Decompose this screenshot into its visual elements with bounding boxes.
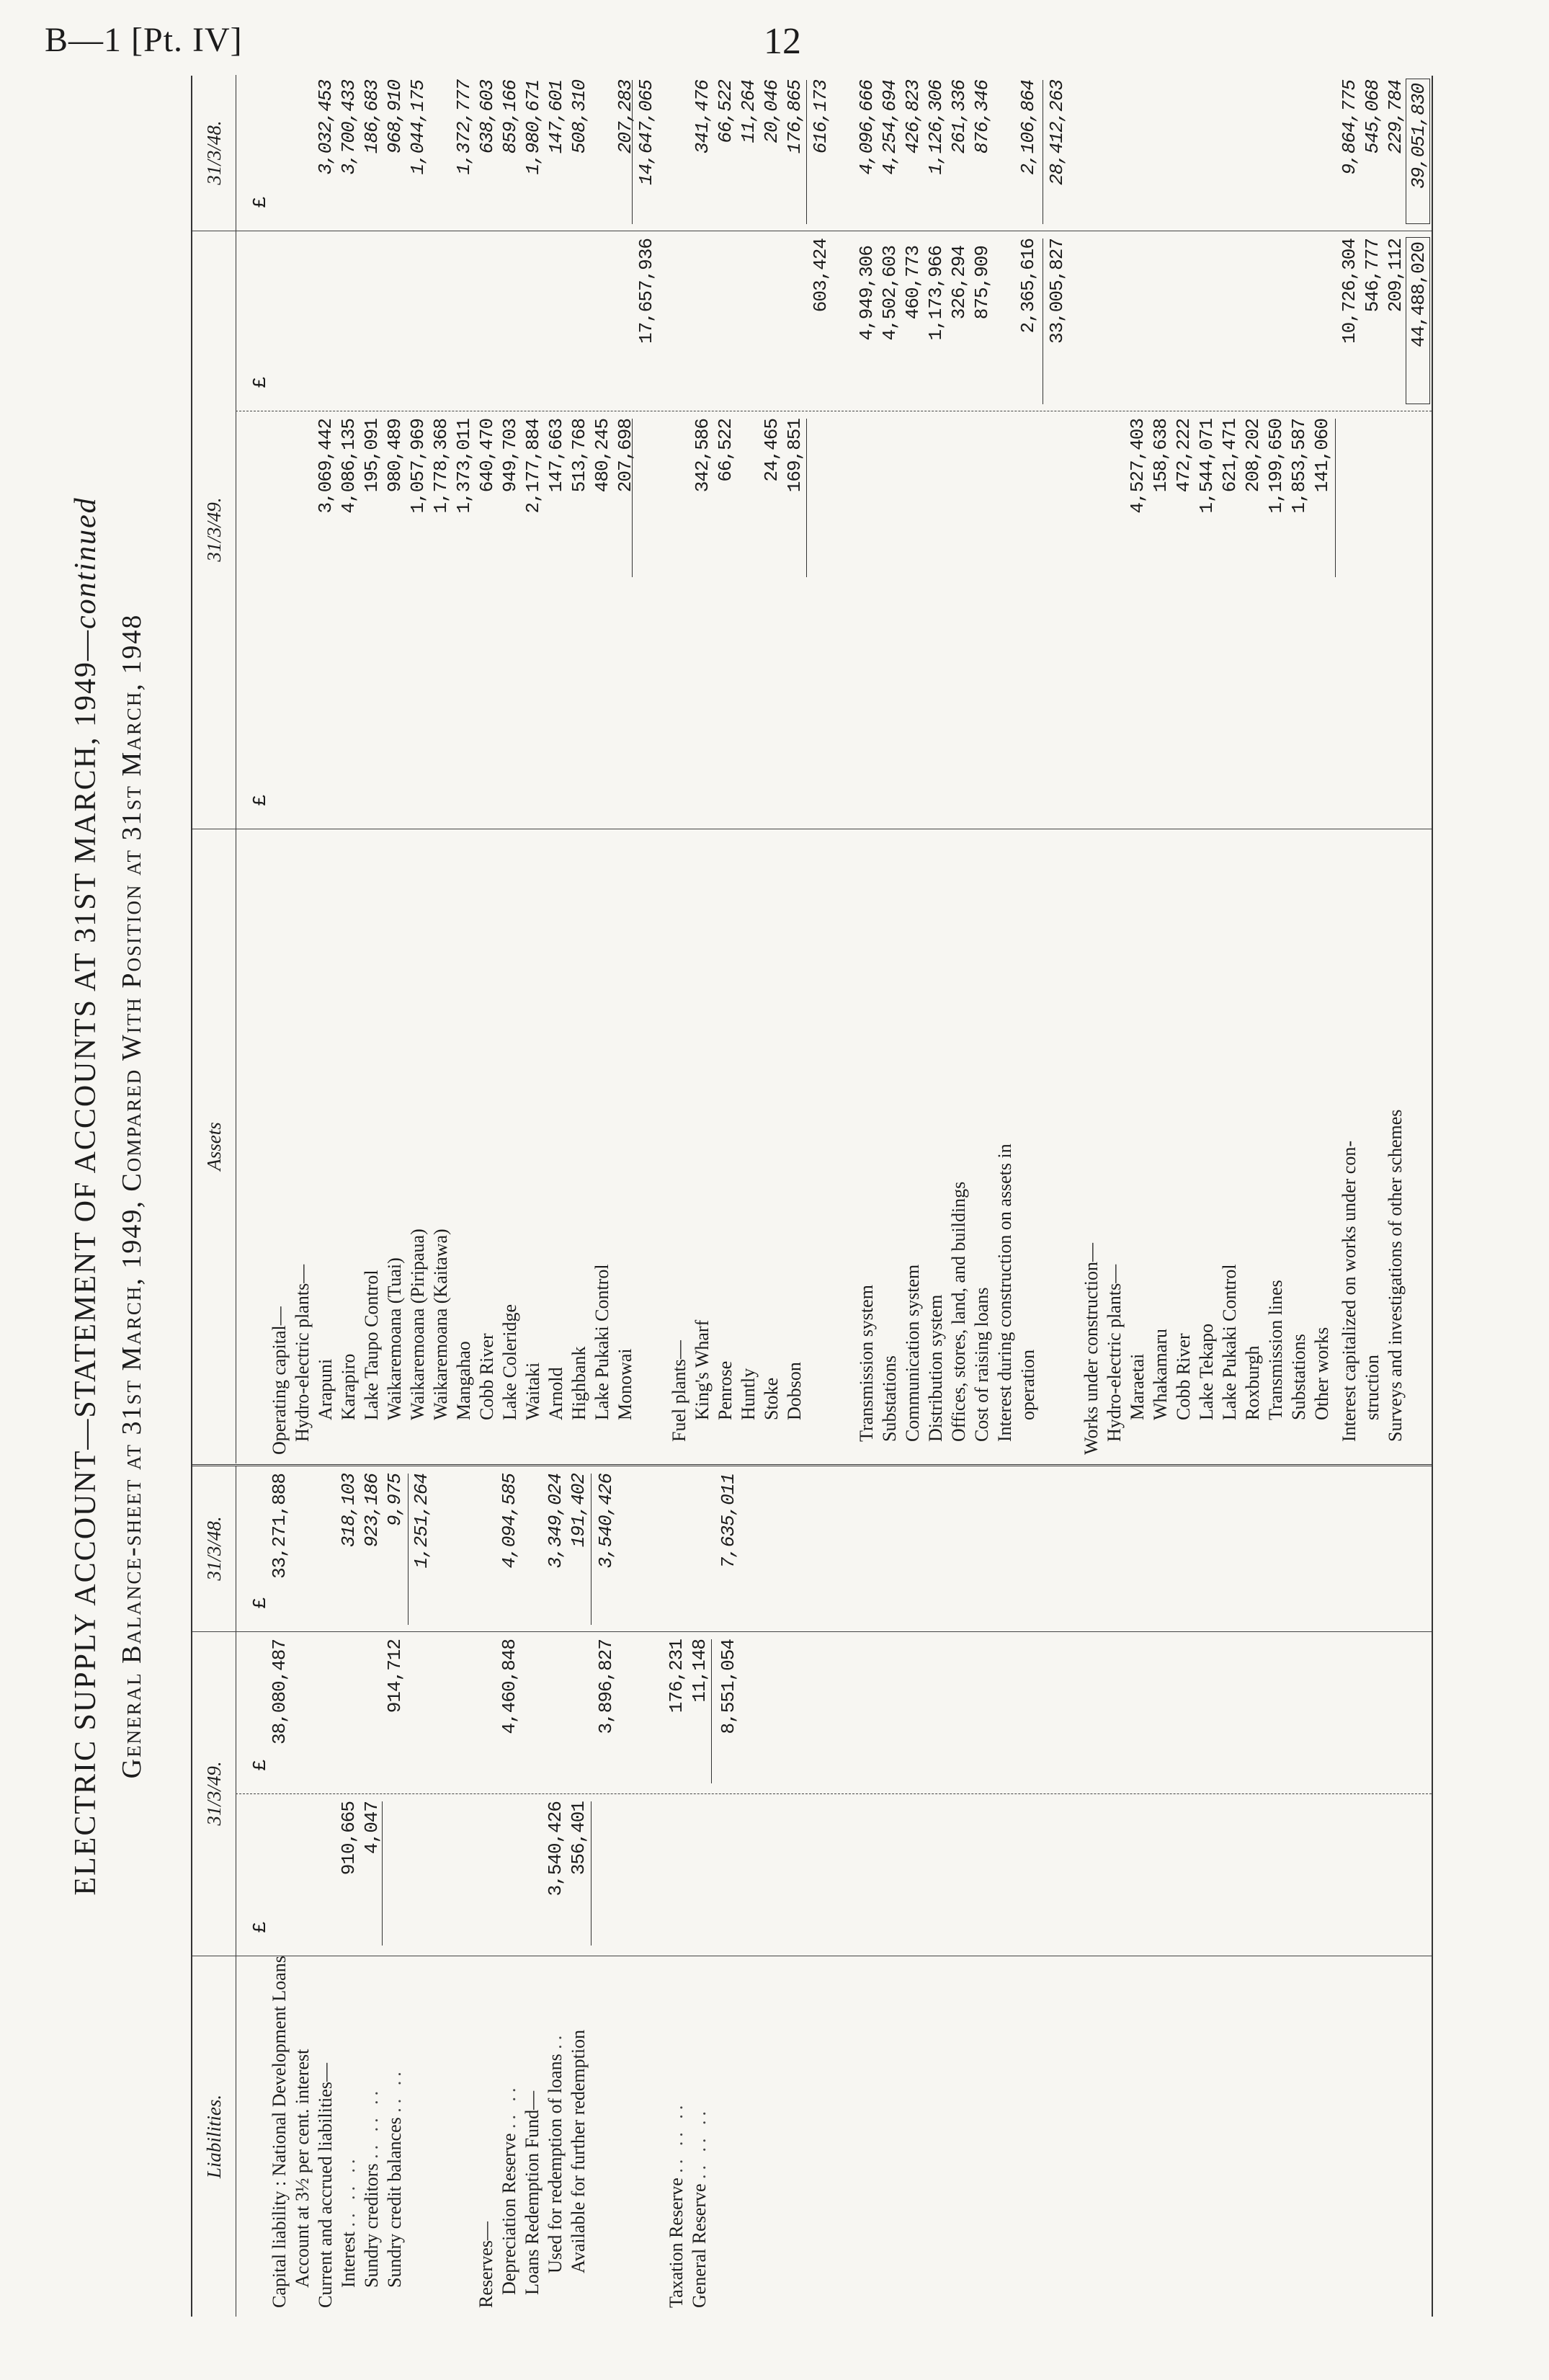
capitalized-interest-label: Interest capitalized on works under con- bbox=[1339, 1140, 1360, 1442]
line-item-label: Other works bbox=[1311, 1327, 1332, 1420]
works-total-1949: 10,726,304 bbox=[1339, 239, 1360, 344]
surveys-1949: 209,112 bbox=[1385, 239, 1406, 313]
line-item-1948: 638,603 bbox=[476, 80, 498, 154]
creditors-1949: 4,047 bbox=[361, 1801, 383, 1855]
general-reserve-label: General Reserve .. .. .. bbox=[689, 2106, 710, 2308]
depreciation-1949: 4,460,848 bbox=[499, 1639, 520, 1734]
line-item-label: Waikaremoana (Piripaua) bbox=[407, 1229, 428, 1420]
line-item-label: Roxburgh bbox=[1242, 1345, 1263, 1420]
grand-total-1948: 39,051,830 bbox=[1408, 84, 1429, 190]
line-item-label: Monowai bbox=[615, 1348, 635, 1420]
line-item-1949: 513,768 bbox=[568, 419, 590, 493]
line-item-1949: 1,853,587 bbox=[1288, 419, 1310, 514]
line-item-label: Penrose bbox=[715, 1360, 736, 1420]
line-item-label: Lake Pukaki Control bbox=[1219, 1264, 1240, 1420]
line-item-1948: 3,700,433 bbox=[338, 80, 360, 175]
works-hydro-label: Hydro-electric plants— bbox=[1104, 1264, 1125, 1442]
capitalized-interest-label-2: struction bbox=[1362, 1355, 1383, 1420]
used-redemption-1948: 3,349,024 bbox=[545, 1474, 566, 1569]
assets-header: Assets bbox=[192, 829, 236, 1463]
fuel-plants-label: Fuel plants— bbox=[669, 1340, 689, 1442]
assets-section bbox=[192, 76, 1432, 1463]
line-item-1949: 1,173,966 bbox=[925, 246, 947, 341]
line-item-1949: 66,522 bbox=[715, 419, 736, 482]
assets-col-1949: 31/3/49. bbox=[192, 231, 236, 829]
line-item-1948: 341,476 bbox=[692, 80, 713, 154]
line-item-1949: 169,851 bbox=[784, 419, 805, 493]
line-item-1949: 1,199,650 bbox=[1265, 419, 1287, 514]
line-item-1949: 24,465 bbox=[761, 419, 782, 482]
col-rule bbox=[236, 1793, 1432, 1794]
used-redemption-1949: 3,540,426 bbox=[545, 1801, 566, 1897]
subtotal-rule bbox=[408, 1474, 409, 1625]
line-item-label: Stoke bbox=[761, 1377, 782, 1420]
reserves-total-1949: 8,551,054 bbox=[718, 1639, 739, 1734]
balance-sheet-table bbox=[191, 76, 1433, 2317]
line-item-label: Transmission system bbox=[856, 1285, 877, 1442]
balance-sheet bbox=[47, 76, 1459, 2317]
subtotal-rule bbox=[632, 80, 633, 224]
col-rule bbox=[236, 1631, 1432, 1632]
surveys-label: Surveys and investigations of other schemes bbox=[1385, 1109, 1406, 1442]
works-label: Works under construction— bbox=[1081, 1243, 1102, 1455]
interest-1948: 318,103 bbox=[338, 1474, 360, 1548]
line-item-1948: 4,096,666 bbox=[856, 80, 878, 175]
reserves-label: Reserves— bbox=[476, 2221, 496, 2308]
line-item-label: Arnold bbox=[545, 1367, 566, 1420]
line-item-1949: 342,586 bbox=[692, 419, 713, 493]
line-item-label: Highbank bbox=[568, 1346, 589, 1420]
line-item-label: Waitaki bbox=[522, 1362, 543, 1420]
assets-col-1948: 31/3/48. bbox=[192, 75, 236, 231]
line-item-1949: 980,489 bbox=[384, 419, 406, 493]
line-item-1949: 4,086,135 bbox=[338, 419, 360, 514]
line-item-1948: 968,910 bbox=[384, 80, 406, 154]
line-item-1949: 195,091 bbox=[361, 419, 383, 493]
line-item-1949: 640,470 bbox=[476, 419, 498, 493]
surveys-1948: 229,784 bbox=[1385, 80, 1406, 154]
capital-liability-label: Capital liability : National Development Loans bbox=[269, 1956, 290, 2308]
hydro-total-1948: 14,647,065 bbox=[635, 80, 657, 186]
line-item-1949: 2,177,884 bbox=[522, 419, 544, 514]
line-item-1949: 949,703 bbox=[499, 419, 521, 493]
line-item-label: Cobb River bbox=[476, 1333, 497, 1420]
line-item-label: King's Wharf bbox=[692, 1319, 713, 1420]
taxation-1949: 176,231 bbox=[666, 1639, 687, 1713]
general-reserve-1949: 11,148 bbox=[689, 1639, 710, 1703]
liabilities-header: Liabilities. bbox=[192, 1956, 236, 2317]
line-item-1948: 1,980,671 bbox=[522, 80, 544, 175]
liabilities-col-1949: 31/3/49. bbox=[192, 1631, 236, 1956]
subtotal-rule bbox=[591, 1801, 592, 1946]
subtotal-rule bbox=[1335, 419, 1336, 577]
line-item-1948: 207,283 bbox=[615, 80, 636, 154]
fuel-total-1949: 603,424 bbox=[810, 239, 831, 313]
hydro-plants-label: Hydro-electric plants— bbox=[292, 1264, 313, 1442]
line-item-1949: 1,778,368 bbox=[430, 419, 452, 514]
line-item-1949: 1,544,071 bbox=[1196, 419, 1218, 514]
operating-total-1948: 28,412,263 bbox=[1046, 80, 1068, 186]
depreciation-1948: 4,094,585 bbox=[499, 1474, 520, 1569]
interest-construction-label-2: operation bbox=[1017, 1349, 1038, 1420]
page-header bbox=[0, 20, 1549, 78]
line-item-label: Cobb River bbox=[1173, 1333, 1194, 1420]
line-item-label: Offices, stores, land, and buildings bbox=[948, 1181, 969, 1442]
line-item-label: Substations bbox=[1288, 1334, 1309, 1420]
line-item-1948: 508,310 bbox=[568, 80, 590, 154]
line-item-1948: 176,865 bbox=[784, 80, 805, 154]
creditors-1948: 923,186 bbox=[361, 1474, 383, 1548]
liabilities-section bbox=[192, 1464, 1432, 2317]
page-number: 12 bbox=[764, 21, 801, 62]
capital-liability-label-2: Account at 3½ per cent. interest bbox=[292, 2049, 313, 2288]
line-item-label: Lake Tekapo bbox=[1196, 1323, 1217, 1420]
loans-total-1948: 3,540,426 bbox=[595, 1474, 617, 1569]
line-item-1948: 1,044,175 bbox=[407, 80, 429, 175]
line-item-1949: 207,698 bbox=[615, 419, 636, 493]
operating-total-1949: 33,005,827 bbox=[1046, 239, 1068, 344]
subtotal-rule bbox=[382, 1801, 383, 1946]
line-item-1949: 480,245 bbox=[592, 419, 613, 493]
line-item-1948: 859,166 bbox=[499, 80, 521, 154]
line-item-label: Dobson bbox=[784, 1362, 805, 1420]
depreciation-label: Depreciation Reserve .. .. bbox=[499, 2083, 519, 2295]
line-item-1948: 3,032,453 bbox=[315, 80, 336, 175]
reserves-total-1948: 7,635,011 bbox=[718, 1474, 739, 1569]
available-redemption-label: Available for further redemption bbox=[568, 2029, 589, 2273]
line-item-label: Communication system bbox=[902, 1264, 923, 1442]
line-item-1949: 4,502,603 bbox=[879, 246, 901, 341]
hydro-total-1949: 17,657,936 bbox=[635, 239, 657, 344]
subtotal-rule bbox=[632, 419, 633, 577]
line-item-1949: 158,638 bbox=[1150, 419, 1171, 493]
line-item-1949: 141,060 bbox=[1311, 419, 1333, 493]
subtotal-rule bbox=[711, 1639, 712, 1783]
credit-balances-1948: 9,975 bbox=[384, 1474, 406, 1527]
statement-title: ELECTRIC SUPPLY ACCOUNT—STATEMENT OF ACCOUNTS AT 31ST MARCH, 1949—continued bbox=[69, 496, 102, 1896]
pound-sign: £ bbox=[249, 1922, 271, 1933]
line-item-1949: 875,909 bbox=[971, 246, 993, 320]
current-total-1948: 1,251,264 bbox=[411, 1474, 432, 1569]
line-item-1948: 66,522 bbox=[715, 80, 736, 143]
available-redemption-1948: 191,402 bbox=[568, 1474, 589, 1548]
line-item-1948: 876,346 bbox=[971, 80, 993, 154]
line-item-label: Whakamaru bbox=[1150, 1328, 1171, 1420]
line-item-label: Arapuni bbox=[315, 1358, 336, 1420]
line-item-1949: 147,663 bbox=[545, 419, 567, 493]
line-item-1949: 4,527,403 bbox=[1127, 419, 1148, 514]
interest-construction-1948: 2,106,864 bbox=[1017, 80, 1039, 175]
available-redemption-1949: 356,401 bbox=[568, 1801, 589, 1876]
line-item-1949: 472,222 bbox=[1173, 419, 1195, 493]
balance-sheet-subtitle: General Balance-sheet at 31st March, 1949, Compared With Position at 31st March, 1948 bbox=[117, 613, 147, 1779]
line-item-label: Transmission lines bbox=[1265, 1280, 1286, 1420]
line-item-1948: 4,254,694 bbox=[879, 80, 901, 175]
line-item-1949: 3,069,442 bbox=[315, 419, 336, 514]
capital-1949: 38,080,487 bbox=[269, 1639, 290, 1745]
interest-construction-1949: 2,365,616 bbox=[1017, 239, 1039, 334]
line-item-label: Karapiro bbox=[338, 1353, 359, 1420]
pound-sign: £ bbox=[249, 377, 271, 388]
loans-redemption-label: Loans Redemption Fund— bbox=[522, 2090, 543, 2295]
capital-1948: 33,271,888 bbox=[269, 1474, 290, 1579]
line-item-label: Lake Coleridge bbox=[499, 1304, 520, 1420]
pound-sign: £ bbox=[249, 1597, 271, 1609]
line-item-1948: 1,126,306 bbox=[925, 80, 947, 175]
pound-sign: £ bbox=[249, 197, 271, 208]
line-item-1949: 1,373,011 bbox=[453, 419, 475, 514]
line-item-label: Distribution system bbox=[925, 1294, 946, 1442]
subtotal-rule bbox=[806, 80, 807, 224]
line-item-1948: 11,264 bbox=[738, 80, 759, 143]
interest-1949: 910,665 bbox=[338, 1801, 360, 1876]
interest-construction-label: Interest during construction on assets in bbox=[994, 1144, 1015, 1442]
line-item-1949: 460,773 bbox=[902, 246, 924, 320]
page-code: B—1 [Pt. IV] bbox=[45, 21, 243, 59]
line-item-1948: 186,683 bbox=[361, 80, 383, 154]
subtotal-rule bbox=[591, 1474, 592, 1625]
line-item-label: Maraetai bbox=[1127, 1353, 1148, 1420]
liabilities-col-1948: 31/3/48. bbox=[192, 1466, 236, 1632]
line-item-1949: 4,949,306 bbox=[856, 246, 878, 341]
operating-capital-label: Operating capital— bbox=[269, 1306, 290, 1455]
credit-balances-label: Sundry credit balances .. .. bbox=[384, 2067, 405, 2288]
taxation-label: Taxation Reserve .. .. .. bbox=[666, 2100, 687, 2308]
line-item-label: Lake Pukaki Control bbox=[592, 1264, 612, 1420]
pound-sign: £ bbox=[249, 1760, 271, 1771]
line-item-label: Waikaremoana (Kaitawa) bbox=[430, 1229, 451, 1420]
line-item-label: Substations bbox=[879, 1355, 900, 1442]
subtotal-rule bbox=[806, 419, 807, 577]
fuel-total-1948: 616,173 bbox=[810, 80, 831, 154]
line-item-1949: 208,202 bbox=[1242, 419, 1264, 493]
line-item-1948: 426,823 bbox=[902, 80, 924, 154]
line-item-1948: 1,372,777 bbox=[453, 80, 475, 175]
capitalized-interest-1948: 545,068 bbox=[1362, 80, 1383, 154]
line-item-1949: 1,057,969 bbox=[407, 419, 429, 514]
line-item-1949: 621,471 bbox=[1219, 419, 1241, 493]
line-item-label: Lake Taupo Control bbox=[361, 1270, 382, 1420]
line-item-label: Cost of raising loans bbox=[971, 1287, 992, 1442]
interest-label: Interest .. .. .. bbox=[338, 2154, 359, 2288]
line-item-1948: 147,601 bbox=[545, 80, 567, 154]
current-liabilities-label: Current and accrued liabilities— bbox=[315, 2062, 336, 2308]
titles bbox=[47, 76, 184, 2317]
creditors-label: Sundry creditors .. .. .. bbox=[361, 2086, 382, 2288]
current-total-1949: 914,712 bbox=[384, 1639, 406, 1713]
line-item-label: Waikaremoana (Tuai) bbox=[384, 1257, 405, 1420]
capitalized-interest-1949: 546,777 bbox=[1362, 239, 1383, 313]
line-item-1949: 326,294 bbox=[948, 246, 970, 320]
works-total-1948: 9,864,775 bbox=[1339, 80, 1360, 175]
used-redemption-label: Used for redemption of loans .. bbox=[545, 2031, 566, 2273]
grand-total-1949: 44,488,020 bbox=[1408, 242, 1429, 348]
pound-sign: £ bbox=[249, 795, 271, 806]
loans-total-1949: 3,896,827 bbox=[595, 1639, 617, 1734]
line-item-label: Mangahao bbox=[453, 1341, 474, 1420]
line-item-1948: 261,336 bbox=[948, 80, 970, 154]
line-item-label: Huntly bbox=[738, 1368, 759, 1420]
line-item-1948: 20,046 bbox=[761, 80, 782, 143]
